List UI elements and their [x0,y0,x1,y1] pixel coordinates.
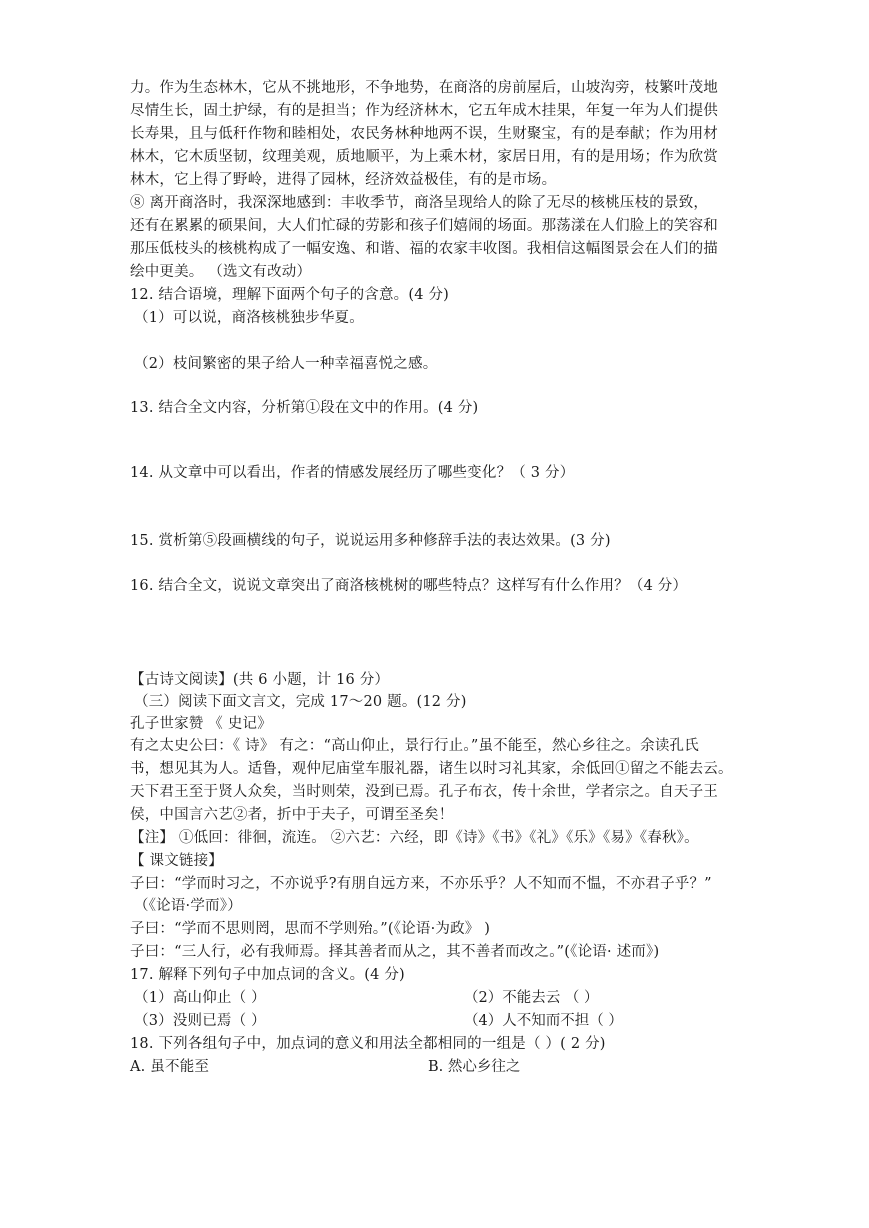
paragraph-7-line: 尽情生长，固土护绿，有的是担当；作为经济林木，它五年成木挂果，年复一年为人们提供 [130,103,718,119]
analects-quote: 子曰：“学而时习之，不亦说乎?有朋自远方来，不亦乐乎？人不知而不愠，不亦君子乎？” [130,876,712,892]
question-18-option-b: B. 然心乡往之 [428,1059,521,1075]
classical-text-line: 侯，中国言六艺②者，折中于夫子，可谓至圣矣！ [130,807,454,823]
question-12-item-2: （2）枝间繁密的果子给人一种幸福喜悦之感。 [134,356,438,372]
classical-text-line: 有之太史公曰：《 诗》 有之：“高山仰止，景行行止。”虽不能至，然心乡往之。余读孔氏 [130,738,699,754]
question-17: 17. 解释下列句子中加点词的含义。(4 分) [130,967,405,983]
question-18-option-a: A. 虽不能至 [130,1059,210,1075]
question-18: 18. 下列各组句子中，加点词的意义和用法全都相同的一组是（ ）( 2 分) [130,1036,606,1052]
paragraph-8-line: ⑧ 离开商洛时，我深深地感到：丰收季节，商洛呈现给人的除了无尽的核桃压枝的景致， [130,195,709,211]
question-17-item-4: （4）人不知而不担（ ） [464,1013,623,1029]
paragraph-7-line: 林木，它上得了野岭，进得了园林，经济效益极佳，有的是市场。 [130,172,557,188]
question-17-item-1: （1）高山仰止（ ） [134,990,266,1006]
classical-section-title: 【古诗文阅读】(共 6 小题，计 16 分） [130,672,390,688]
classical-text-line: 书，想见其为人。适鲁，观仲尼庙堂车服礼器，诸生以时习礼其家，余低回①留之不能去云。 [130,761,733,777]
analects-quote: 子曰：“三人行，必有我师焉。择其善者而从之，其不善者而改之。”(《论语· 述而》) [130,944,660,960]
question-13: 13. 结合全文内容，分析第①段在文中的作用。(4 分) [130,400,479,416]
paragraph-7-line: 力。作为生态林木，它从不挑地形，不争地势，在商洛的房前屋后，山坡沟旁，枝繁叶茂地 [130,80,718,96]
question-15: 15. 赏析第⑤段画横线的句子，说说运用多种修辞手法的表达效果。(3 分) [130,533,611,549]
question-17-item-2: （2）不能去云 （ ） [464,990,599,1006]
analects-quote-source: （《论语·学而》） [134,898,242,914]
paragraph-8-line: 那压低枝头的核桃构成了一幅安逸、和谐、福的农家丰收图。我相信这幅图景会在人们的描 [130,241,718,257]
text-link-title: 【 课文链接】 [130,853,224,869]
analects-quote: 子曰：“学而不思则罔，思而不学则殆。”(《论语·为政》 ) [130,921,491,937]
question-12-item-1: （1）可以说，商洛核桃独步华夏。 [134,310,364,326]
paragraph-8-line: 还有在累累的硕果间，大人们忙碌的劳影和孩子们嬉闹的场面。那荡漾在人们脸上的笑容和 [130,218,718,234]
classical-text-line: 天下君王至于贤人众矣，当时则荣，没到已焉。孔子布衣，传十余世，学者宗之。自天子王 [130,784,718,800]
question-17-item-3: （3）没则已焉（ ） [134,1013,266,1029]
question-16: 16. 结合全文，说说文章突出了商洛核桃树的哪些特点？这样写有什么作用？（4 分） [130,578,688,594]
classical-sub-title: （三）阅读下面文言文，完成 17～20 题。(12 分) [134,694,467,710]
paragraph-7-line: 长寿果，且与低秆作物和睦相处，农民务林种地两不误，生财聚宝，有的是奉献；作为用材 [130,126,718,142]
question-12: 12. 结合语境，理解下面两个句子的含意。(4 分) [130,287,450,303]
classical-notes: 【注】 ①低回：徘徊，流连。 ②六艺：六经，即《诗》《书》《礼》《乐》《易》《春秋》。 [130,830,699,846]
question-14: 14. 从文章中可以看出，作者的情感发展经历了哪些变化？（ 3 分） [130,465,575,481]
classical-source: 孔子世家赞 《 史记》 [130,716,272,732]
paragraph-8-line: 绘中更美。 （选文有改动） [130,264,312,280]
paragraph-7-line: 林木，它木质坚韧，纹理美观，质地顺平，为上乘木材，家居日用，有的是用场；作为欣赏 [130,149,718,165]
